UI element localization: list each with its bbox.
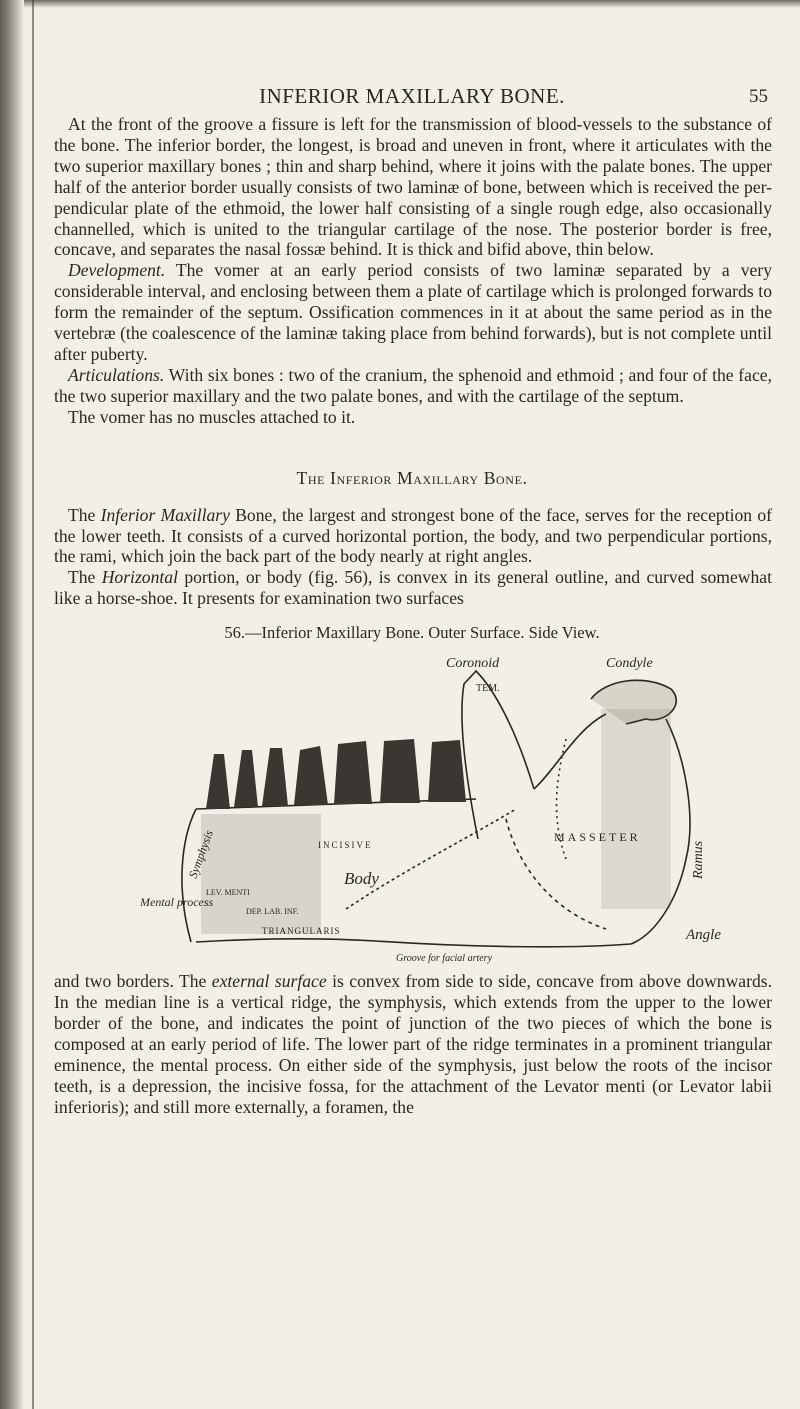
paragraph-inferior-maxillary — [54, 505, 772, 568]
binding-edge — [32, 0, 34, 1409]
development-text: The vomer at an early period consists of two laminæ separated by a very considerable interval, and enclosing between them a plate of cartilage which is prolonged forwards to form the remainder of the septum. Ossification commences in it at about the same period as in the vertebræ (the coalescence of the laminæ taking place from behind forwards), but is not complete until after puberty. — [54, 260, 772, 364]
text-run: portion, or body (fig. 56), is convex in its general outline, and curved somewhat like a horse-shoe. It presents for examination two surfaces — [54, 567, 772, 609]
figure-caption: 56.—Inferior Maxillary Bone. Outer Surface. Side View. — [224, 623, 600, 643]
emphasis-horizontal: Horizontal — [101, 567, 178, 588]
label-symphysis: Symphysis — [185, 828, 216, 881]
paragraph-vomer-borders: At the front of the groove a fissure is left for the transmission of blood-vessels to the substance of the bone. The inferior border, the longest, is broad and uneven in front, where it articulates with the two superior maxillary bones ; thin and sharp behind, where it joins with the palate bones. The upper half of the anterior border usually consists of two laminæ of bone, between which is received the per- pendicular plate of the ethmoid, the lower half consisting of a single rough edge, also occasionally channelled, which is united to the triangular cartilage of the nose. The posterior border is free, concave, and separates the nasal fossæ behind. It is thick and bifid above, thin below. — [54, 114, 772, 260]
figure-56-mandible — [46, 649, 778, 965]
paragraph-external-surface — [54, 971, 772, 1117]
label-levator: LEV. MENTI — [206, 888, 250, 898]
paragraph-articulations — [54, 365, 772, 407]
text-run: and two borders. The — [54, 971, 212, 992]
mandible-illustration — [46, 649, 778, 965]
label-triangularis: TRIANGULARIS — [262, 926, 341, 937]
emphasis-external-surface: external surface — [211, 971, 327, 992]
label-depressor: DEP. LAB. INF. — [246, 907, 299, 917]
label-ramus: Ramus — [691, 841, 706, 880]
label-masseter: MASSETER — [554, 830, 641, 845]
label-temporal: TEM. — [476, 683, 500, 695]
text-run: The — [68, 504, 101, 525]
text-run: The — [68, 567, 102, 588]
label-body: Body — [344, 869, 379, 889]
label-coronoid: Coronoid — [446, 656, 500, 672]
page-header — [46, 60, 778, 114]
book-page — [46, 0, 778, 1117]
inferior-maxillary-intro — [54, 505, 772, 610]
articulations-text: With six bones : two of the cranium, the sphenoid and ethmoid ; and four of the face, the two superior maxillary and the two palate bones, and with the cartilage of the septum. — [54, 364, 772, 406]
external-surface-text — [54, 971, 772, 1117]
label-angle: Angle — [686, 927, 721, 944]
emphasis-inferior-maxillary: Inferior Maxillary — [100, 504, 230, 525]
paragraph-muscles: The vomer has no muscles attached to it. — [68, 406, 356, 427]
label-condyle: Condyle — [606, 656, 653, 672]
page-number: 55 — [749, 86, 768, 107]
teeth-row — [206, 739, 466, 809]
articulations-label: Articulations. — [68, 364, 165, 385]
label-incisive: INCISIVE — [318, 840, 373, 851]
book-binding — [0, 0, 24, 1409]
label-mental-process: Mental process — [140, 895, 214, 910]
development-label: Development. — [68, 260, 166, 281]
text-run: is convex from side to side, concave from above downwards. In the median line is a vertical ridge, the symphysis, which extends from the upper to the lower border of the bone, and indicates the point of junction of the two pieces of which the bone is composed at an early period of life. The lower part of the ridge terminates in a prominent triangular eminence, the mental process. On either side of the symphysis, just below the roots of the incisor teeth, is a depression, the incisive fossa, for the attachment of the Levator menti (or Levator labii inferioris); and still more externally, a foramen, the — [54, 971, 772, 1117]
section-title: The Inferior Maxillary Bone. — [296, 467, 528, 488]
vomer-text — [54, 114, 772, 428]
text-run: Bone, the largest and strongest bone of the face, serves for the reception of the lower teeth. It consists of a curved horizontal portion, the body, and two perpendicular portions, the rami, which join the back part of the body nearly at right angles. — [54, 504, 772, 567]
label-groove: Groove for facial artery — [396, 953, 493, 965]
running-head: INFERIOR MAXILLARY BONE. — [259, 84, 565, 108]
paragraph-development — [54, 260, 772, 365]
paragraph-horizontal-portion — [54, 567, 772, 609]
